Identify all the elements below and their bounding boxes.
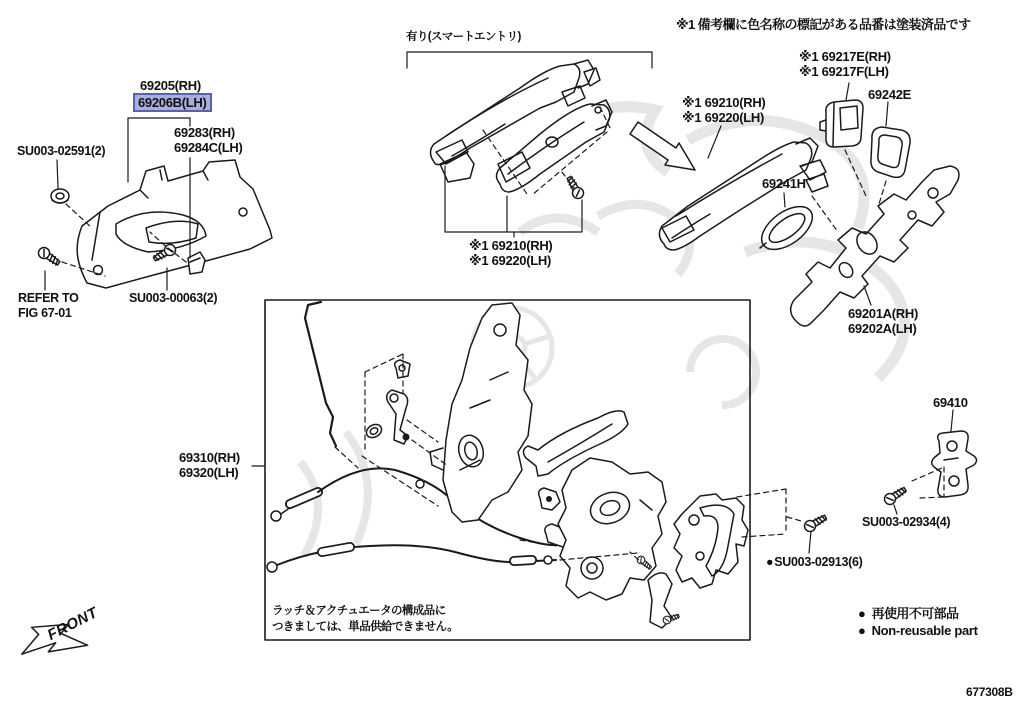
part-label-69242E[interactable]: 69242E <box>868 87 912 102</box>
diagram-number: 677308B <box>966 685 1013 699</box>
part-label-69220-smart[interactable]: ※1 69220(LH) <box>469 253 552 268</box>
part-label-69210[interactable]: ※1 69210(RH) <box>682 95 766 110</box>
legend-row-en <box>858 623 978 638</box>
part-label-69205[interactable]: 69205(RH) <box>140 78 201 93</box>
part-label-69284C[interactable]: 69284C(LH) <box>174 140 243 155</box>
part-label-su003-02934[interactable]: SU003-02934(4) <box>862 515 951 529</box>
part-label-69410[interactable]: 69410 <box>933 395 968 410</box>
part-label-69217E[interactable]: ※1 69217E(RH) <box>799 49 891 64</box>
part-label-su003-00063[interactable]: SU003-00063(2) <box>129 291 218 305</box>
part-label-69202A[interactable]: 69202A(LH) <box>848 321 917 336</box>
part-label-69283[interactable]: 69283(RH) <box>174 125 235 140</box>
legend-row-jp <box>858 606 958 621</box>
non-reusable-bullet-icon: ● <box>858 606 866 621</box>
part-label-69217F[interactable]: ※1 69217F(LH) <box>799 64 889 79</box>
non-reusable-bullet-icon: ● <box>858 623 866 638</box>
latch-note-line1: ラッチ＆アクチュエータの構成品に <box>272 605 446 617</box>
refer-note-line1: REFER TO <box>18 291 79 305</box>
part-number-su003-02913: SU003-02913(6) <box>774 555 863 569</box>
part-label-69310[interactable]: 69310(RH) <box>179 450 240 465</box>
smart-entry-note: 有り(スマートエントリ) <box>406 31 521 43</box>
legend-text-en: Non-reusable part <box>871 623 978 638</box>
handle-pad-art <box>871 102 910 204</box>
latch-note-line2: つきましては、単品供給できません。 <box>272 621 458 633</box>
part-label-su003-02591[interactable]: SU003-02591(2) <box>17 144 106 158</box>
part-label-69220[interactable]: ※1 69220(LH) <box>682 110 765 125</box>
part-label-69241H[interactable]: 69241H <box>762 176 806 191</box>
part-label-69210-smart[interactable]: ※1 69210(RH) <box>469 238 553 253</box>
front-direction-label: FRONT <box>44 604 101 644</box>
part-label-69320[interactable]: 69320(LH) <box>179 465 239 480</box>
paint-note: ※1 備考欄に色名称の標記がある品番は塗装済品です <box>676 17 971 32</box>
part-label-69201A[interactable]: 69201A(RH) <box>848 306 918 321</box>
latch-assembly-art <box>267 302 748 628</box>
non-reusable-bullet-icon: ● <box>766 555 774 569</box>
legend-text-jp: 再使用不可部品 <box>871 606 959 621</box>
striker-art <box>882 410 976 514</box>
part-label-su003-02913[interactable] <box>766 555 863 570</box>
part-label-69206B-selected[interactable]: 69206B(LH) <box>133 93 212 112</box>
outside-handle-art <box>659 126 838 250</box>
refer-note-line2: FIG 67-01 <box>18 306 72 320</box>
